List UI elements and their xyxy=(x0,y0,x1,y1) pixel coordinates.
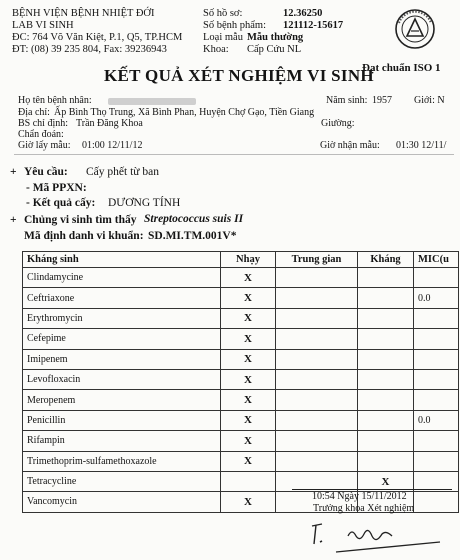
doctor-label: BS chỉ định: xyxy=(18,118,69,129)
hospital-name: BỆNH VIỆN BỆNH NHIỆT ĐỚI xyxy=(12,8,155,19)
resistant-cell xyxy=(358,410,414,430)
intermediate-cell xyxy=(276,390,358,410)
intermediate-cell xyxy=(276,288,358,308)
sensitive-cell: X xyxy=(221,329,276,349)
intermediate-cell xyxy=(276,308,358,328)
sensitive-cell: X xyxy=(221,308,276,328)
received-time-label: Giờ nhận mẫu: xyxy=(320,140,380,151)
antibiotic-name-cell: Clindamycine xyxy=(23,268,221,288)
culture-result-label: - Kết quả cấy: xyxy=(26,197,96,209)
sensitive-cell: X xyxy=(221,451,276,471)
department-value: Cấp Cứu NL xyxy=(247,44,302,55)
sample-type-label: Loại mẫu xyxy=(203,32,243,43)
received-time-value: 01:30 12/11/ xyxy=(396,140,447,151)
diagnosis-label: Chẩn đoán: xyxy=(18,129,64,140)
resistant-cell: X xyxy=(358,471,414,491)
antibiotic-name-cell: Levofloxacin xyxy=(23,369,221,389)
hospital-address: ĐC: 764 Võ Văn Kiệt, P.1, Q5, TP.HCM xyxy=(12,32,183,43)
address-value: Ấp Bình Thọ Trung, Xã Bình Phan, Huyện Chợ Gạo, Tiền Giang xyxy=(54,107,315,118)
sensitive-cell: X xyxy=(221,369,276,389)
header-resistant: Kháng xyxy=(358,252,414,268)
request-value: Cấy phết từ ban xyxy=(86,166,159,178)
sensitive-cell: X xyxy=(221,349,276,369)
resistant-cell xyxy=(358,329,414,349)
antibiotic-name-cell: Rifampin xyxy=(23,431,221,451)
header-sensitive: Nhạy xyxy=(221,252,276,268)
footer-rule xyxy=(292,489,452,490)
sample-number: 121112-15617 xyxy=(283,20,344,31)
sex-label: Giới: N xyxy=(414,95,445,106)
address-label: Địa chỉ: xyxy=(18,107,50,118)
bed-label: Giường: xyxy=(321,118,355,129)
antibiotic-name-cell: Tetracycline xyxy=(23,471,221,491)
iso-certification-seal-icon xyxy=(395,9,435,49)
resistant-cell xyxy=(358,268,414,288)
mic-cell xyxy=(414,329,459,349)
table-row xyxy=(23,329,459,349)
birth-year-label: Năm sinh: xyxy=(326,95,368,106)
patient-name-label: Họ tên bệnh nhân: xyxy=(18,95,92,106)
organism-code-label: Mã định danh vi khuẩn: xyxy=(24,230,144,242)
intermediate-cell xyxy=(276,329,358,349)
table-header-row xyxy=(23,252,459,268)
mic-cell: 0.0 xyxy=(414,410,459,430)
signature-datetime: 10:54 Ngày 15/11/2012 xyxy=(312,491,407,502)
sample-label: Số bệnh phẩm: xyxy=(203,20,266,31)
intermediate-cell xyxy=(276,349,358,369)
antibiotic-name-cell: Meropenem xyxy=(23,390,221,410)
signer-title: Trưởng khoa Xét nghiệm xyxy=(313,503,415,514)
antibiotic-name-cell: Vancomycin xyxy=(23,492,221,512)
lab-name: LAB VI SINH xyxy=(12,20,74,31)
organism-code-value: SD.MI.TM.001V* xyxy=(148,230,237,242)
sensitive-cell: X xyxy=(221,410,276,430)
intermediate-cell xyxy=(276,451,358,471)
mic-cell xyxy=(414,451,459,471)
table-row xyxy=(23,369,459,389)
intermediate-cell xyxy=(276,369,358,389)
intermediate-cell xyxy=(276,410,358,430)
mic-cell xyxy=(414,349,459,369)
sensitive-cell: X xyxy=(221,390,276,410)
sensitive-cell: X xyxy=(221,492,276,512)
table-row xyxy=(23,308,459,328)
mic-cell xyxy=(414,369,459,389)
sensitive-cell: X xyxy=(221,431,276,451)
antibiotic-susceptibility-table xyxy=(22,251,459,513)
resistant-cell xyxy=(358,349,414,369)
mic-cell xyxy=(414,390,459,410)
separator xyxy=(14,154,454,155)
ppxn-label: - Mã PPXN: xyxy=(26,182,87,194)
sensitive-cell xyxy=(221,471,276,491)
doctor-value: Trần Đăng Khoa xyxy=(76,118,143,129)
resistant-cell xyxy=(358,369,414,389)
antibiotic-name-cell: Ceftriaxone xyxy=(23,288,221,308)
collection-time-label: Giờ lấy mẫu: xyxy=(18,140,71,151)
file-number: 12.36250 xyxy=(283,8,323,19)
header-intermediate: Trung gian xyxy=(276,252,358,268)
table-row xyxy=(23,451,459,471)
sensitive-cell: X xyxy=(221,268,276,288)
iso-standard-text: Đạt chuẩn ISO 1 xyxy=(362,62,441,74)
table-row xyxy=(23,349,459,369)
file-label: Số hồ sơ: xyxy=(203,8,243,19)
resistant-cell xyxy=(358,288,414,308)
intermediate-cell xyxy=(276,268,358,288)
organism-value: Streptococcus suis II xyxy=(144,213,244,225)
header-antibiotic: Kháng sinh xyxy=(23,252,221,268)
mic-cell xyxy=(414,268,459,288)
table-row xyxy=(23,288,459,308)
request-label: Yêu cầu: xyxy=(24,166,68,178)
department-label: Khoa: xyxy=(203,44,229,55)
mic-cell xyxy=(414,308,459,328)
bullet-plus-icon: + xyxy=(10,166,17,178)
antibiotic-name-cell: Imipenem xyxy=(23,349,221,369)
table-row xyxy=(23,268,459,288)
resistant-cell xyxy=(358,390,414,410)
sample-type-value: Mẫu thường xyxy=(247,32,304,43)
table-row xyxy=(23,410,459,430)
antibiotic-name-cell: Penicillin xyxy=(23,410,221,430)
mic-cell xyxy=(414,492,459,512)
resistant-cell xyxy=(358,451,414,471)
antibiotic-name-cell: Erythromycin xyxy=(23,308,221,328)
resistant-cell xyxy=(358,431,414,451)
antibiotic-name-cell: Cefepime xyxy=(23,329,221,349)
collection-time-value: 01:00 12/11/12 xyxy=(82,140,143,151)
culture-result-value: DƯƠNG TÍNH xyxy=(108,197,181,209)
patient-name-redacted xyxy=(108,98,196,105)
table-row xyxy=(23,431,459,451)
report-title: KẾT QUẢ XÉT NGHIỆM VI SINH xyxy=(104,66,374,85)
sensitive-cell: X xyxy=(221,288,276,308)
handwritten-signature xyxy=(300,512,450,558)
hospital-phone: ĐT: (08) 39 235 804, Fax: 39236943 xyxy=(12,44,167,55)
header-mic: MIC(u xyxy=(414,252,459,268)
antibiotic-name-cell: Trimethoprim-sulfamethoxazole xyxy=(23,451,221,471)
mic-cell: 0.0 xyxy=(414,288,459,308)
birth-year-value: 1957 xyxy=(372,95,392,106)
table-row xyxy=(23,390,459,410)
bullet-plus-icon: + xyxy=(10,214,17,226)
resistant-cell xyxy=(358,308,414,328)
organism-label: Chủng vi sinh tìm thấy xyxy=(24,214,137,226)
mic-cell xyxy=(414,431,459,451)
intermediate-cell xyxy=(276,431,358,451)
